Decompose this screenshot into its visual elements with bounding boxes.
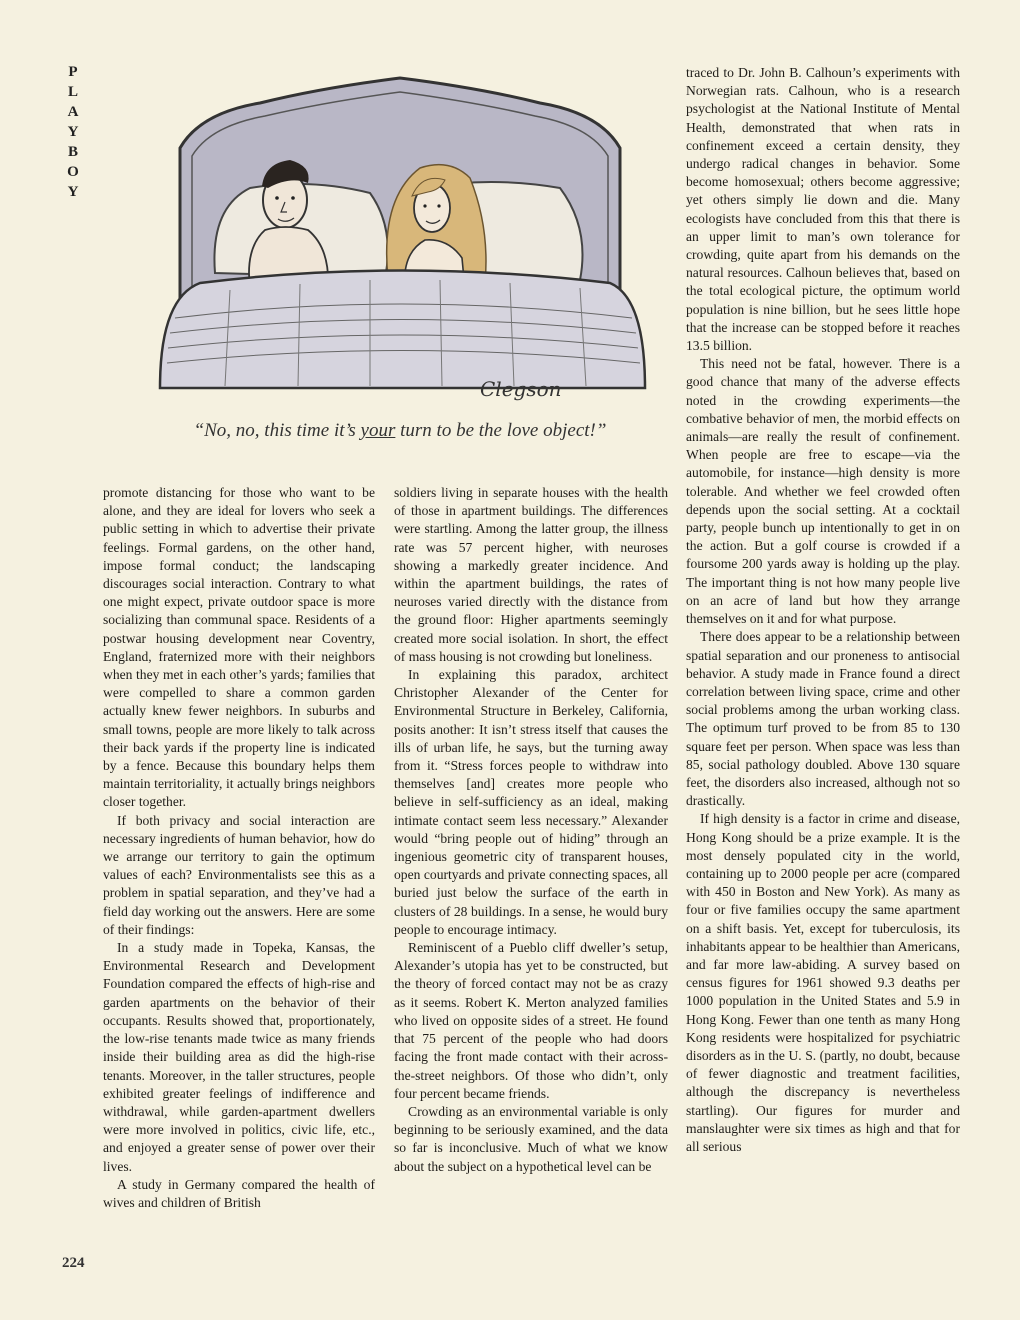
article-paragraph: promote distancing for those who want to be alone, and they are ideal for lovers who seek a public setting in which to advertise their private feelings. Formal gardens, on the other hand, impose formal conduct; the landscaping discourages social interaction. Contrary to what one might expect, private outdoor space is more socializing than communal space. Residents of a postwar housing development near Coventry, England, fraternized more with their neighbors when they met in each other’s yards; families that were compelled to share a common garden actually knew fewer neighbors. In suburbs and small towns, people are more likely to talk across their back yards if the property line is indicated by a fence. Because this boundary helps them maintain territoriality, it actually brings neighbors closer together. — [103, 485, 375, 810]
article-paragraph: If high density is a factor in crime and disease, Hong Kong should be a prize example. It is the most densely populated city in the world, containing up to 2000 people per acre (compared with 450 in Boston and New York). As many as four or five families occupy the same apartment on a shift basis. Yet, except for tuberculosis, its inhabitants appear to be healthier than Americans, and far more law-abiding. A survey based on census figures for 1961 showed 9.3 deaths per 1000 population in the United States and 5.9 in Hong Kong. Fewer than one tenth as many Hong Kong residents were hospitalized for psychiatric disorders as in the U. S. (partly, no doubt, because of fewer diagnostic and treatment facilities, although the discrepancy is nevertheless startling). Our figures for murder and manslaughter were six times as high and that for all serious — [686, 811, 960, 1154]
article-paragraph: This need not be fatal, however. There is a good chance that many of the adverse effects noted in the crowding experiments—the combative behavior of men, the morbid effects on animals—are really the result of confinement. When people are free to escape—via the automobile, for instance—high density is more tolerable. And whether we feel crowded often depends upon the social setting. At a cocktail party, people bunch up intentionally to get in on the action. But a golf course is crowded if a foursome 200 yards away is holding up the play. The important thing is not how many people live on an acre of land but how they arrange themselves on it and for what purpose. — [686, 356, 960, 627]
artist-signature: Clegson — [480, 377, 562, 401]
article-paragraph: If both privacy and social interaction are necessary ingredients of human behavior, how do we arrange our territory to gain the optimum values of each? Environmentalists see this as a problem in spatial separation, and they’ve had a field day working out the answers. Here are some of their findings: — [103, 812, 375, 937]
masthead-letter: Y — [67, 184, 79, 200]
masthead-letter: P — [68, 64, 78, 80]
caption-end: turn to be the love object!” — [395, 420, 607, 441]
article-paragraph: In explaining this paradox, architect Christopher Alexander of the Center for Environmental Structure in Berkeley, California, posits another: It isn’t stress itself that causes the ills of urban life, he says, but the turning away from it. “Stress forces people to withdraw into themselves [and] creates more people who believe in self-sufficiency as an ideal, making intimate contact seem less necessary.” Alexander would “bring people out of hiding” through an ingenious geometric city of transparent houses, open courtyards and private connecting spaces, all buried just below the surface of the earth in clusters of 28 buildings. In a sense, he would bury people to encourage intimacy. — [394, 667, 668, 937]
magazine-masthead — [58, 62, 88, 202]
article-paragraph: A study in Germany compared the health of wives and children of British — [103, 1176, 375, 1210]
article-paragraph: traced to Dr. John B. Calhoun’s experiments with Norwegian rats. Calhoun, who is a research psychologist at the National Institute of Mental Health, demonstrated that when rats in confinement exceed a certain density, they undergo radical changes in behavior. Some become homosexual; others become aggressive; yet others simply lie down and die. Many ecologists have concluded from this that there is an upper limit to man’s own tolerance for crowding, quite apart from his demands on the natural resources. Calhoun believes that, based on the total ecological picture, the optimum world population is nine billion, but he sees little hope that the increase can be stopped before it reaches 13.5 billion. — [686, 65, 960, 354]
article-paragraph: In a study made in Topeka, Kansas, the Environmental Research and Development Foundation compared the effects of high-rise and garden apartments on the behavior of their occupants. Results showed that, proportionately, the low-rise tenants made twice as many friends inside their building area as did the high-rise tenants. Moreover, in the taller structures, people exhibited greater feelings of indifference and withdrawal, while garden-apartment dwellers were more involved in politics, civic life, etc., and enjoyed a greater sense of power over their lives. — [103, 940, 375, 1174]
masthead-letter: A — [67, 104, 79, 120]
article-column-2 — [394, 484, 668, 1176]
article-paragraph: Reminiscent of a Pueblo cliff dweller’s setup, Alexander’s utopia has yet to be constructed, but the theory of forced contact may not be as crazy as it seems. Robert K. Merton analyzed families who lived on opposite sides of a street. He found that 75 percent of the people who had doors facing the front made contact with their across-the-street neighbors. Of those who didn’t, only four percent became friends. — [394, 940, 668, 1101]
article-paragraph: soldiers living in separate houses with the health of those in apartment buildings. The differences were startling. Among the latter group, the illness rate was 57 percent higher, with neuroses showing a markedly greater incidence. And within the apartment buildings, the rates of neuroses varied directly with the distance from the ground floor: Higher apartments seemingly created more social isolation. In short, the effect of mass housing is not crowding but loneliness. — [394, 485, 668, 664]
masthead-letter: Y — [67, 124, 79, 140]
article-column-1 — [103, 484, 375, 1212]
article-paragraph: There does appear to be a relationship between spatial separation and our proneness to antisocial behavior. A study made in France found a direct correlation between living space, crime and other social problems among the urban working class. The optimum turf proved to be from 85 to 130 square feet per person. When space was less than 85, social pathology doubled. Above 130 square feet, the disorders also increased, although not so drastically. — [686, 629, 960, 809]
masthead-letter: O — [67, 164, 79, 180]
cartoon-illustration — [140, 58, 660, 408]
masthead-letter: L — [67, 84, 78, 100]
caption-start: “No, no, this time it’s — [193, 420, 361, 441]
cartoon-caption — [140, 420, 660, 442]
page-number: 224 — [62, 1255, 85, 1271]
article-column-3 — [686, 64, 960, 1156]
article-paragraph: Crowding as an environmental variable is only beginning to be seriously examined, and the data so far is inconclusive. Much of what we know about the subject on a hypothetical level can be — [394, 1103, 668, 1174]
masthead-letter: B — [67, 144, 78, 160]
caption-underlined-word: your — [360, 420, 396, 441]
